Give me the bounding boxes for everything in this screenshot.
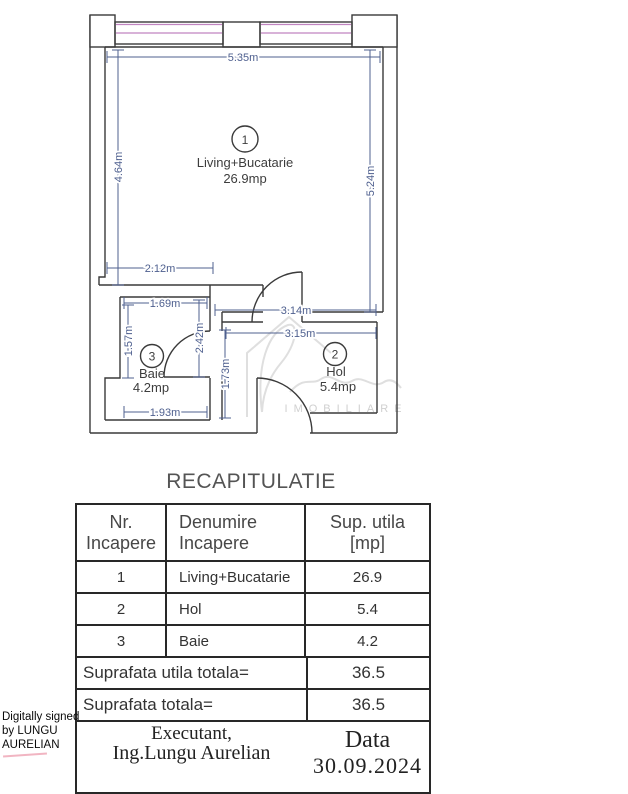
signature-stroke (3, 752, 47, 757)
wall-living-bottom (99, 285, 263, 297)
header-line: Incapere (179, 532, 250, 553)
dim-baie-bottom: 1.93m (149, 407, 181, 419)
header-sup-utila (304, 505, 429, 560)
total-value: 36.5 (306, 658, 429, 688)
recap-title: RECAPITULATIE (166, 470, 336, 493)
data-block (306, 722, 429, 777)
signature-line: by LUNGU (2, 724, 58, 737)
cell-nr: 1 (116, 568, 126, 586)
room-name: Hol (326, 364, 346, 379)
room-area: 26.9mp (223, 171, 267, 186)
dim-living-bottom: 2.12m (144, 263, 176, 275)
header-nr-incapere (77, 505, 165, 560)
dim-baie-right: 2.42m (194, 322, 206, 354)
pier-top-left (90, 15, 115, 47)
wall-baie-left (105, 297, 120, 420)
room-name: Baie (138, 366, 166, 381)
executant-block (77, 722, 306, 763)
window-left-glass (116, 25, 222, 34)
total-label: Suprafata totala= (83, 695, 213, 714)
dim-hol-top-upper: 3.14m (280, 305, 312, 317)
pier-top-middle (223, 22, 260, 47)
room-label-baie (133, 345, 169, 396)
total-row (77, 688, 429, 720)
room-number: 3 (148, 349, 156, 364)
room-number: 2 (331, 347, 339, 362)
cell-area: 26.9 (304, 562, 429, 592)
room-label-hol (320, 343, 356, 395)
header-line: Sup. utila (329, 511, 406, 532)
executant-label: Executant, (151, 723, 232, 744)
header-denumire-incapere (165, 505, 304, 560)
dim-hol-top-lower: 3.15m (284, 328, 316, 340)
total-label: Suprafata utila totala= (83, 663, 249, 682)
data-label: Data (344, 727, 391, 753)
room-name: Living+Bucatarie (196, 155, 294, 170)
table-header-row (77, 505, 429, 560)
cell-name: Hol (165, 594, 304, 624)
walls (90, 15, 397, 433)
header-line: Nr. (109, 511, 133, 532)
total-utila-row (77, 656, 429, 688)
room-label-living (197, 126, 293, 186)
cell-name: Living+Bucatarie (165, 562, 304, 592)
dim-left-height: 4.64m (113, 151, 125, 183)
dim-baie-top: 1.69m (149, 298, 181, 310)
data-value: 30.09.2024 (313, 753, 422, 778)
total-value: 36.5 (306, 690, 429, 720)
table-row (77, 624, 429, 656)
cell-nr: 3 (116, 632, 126, 650)
cell-area: 4.2 (304, 626, 429, 656)
room-number: 1 (241, 133, 249, 147)
footer-row (77, 720, 429, 792)
digital-signature-note (2, 711, 79, 752)
cell-nr: 2 (116, 600, 126, 618)
cell-name: Baie (165, 626, 304, 656)
executant-name: Ing.Lungu Aurelian (112, 742, 271, 764)
watermark-text: IMOBILIARE (284, 403, 408, 415)
recap-table (75, 503, 431, 794)
dim-baie-left: 1.57m (123, 325, 135, 357)
header-line: Denumire (179, 511, 258, 532)
pier-top-right (352, 15, 397, 47)
header-line: [mp] (349, 532, 385, 553)
dim-hol-left: 1.73m (220, 358, 232, 390)
wall-inner-left (99, 47, 105, 285)
window-right-glass (261, 25, 351, 34)
header-line: Incapere (85, 532, 157, 553)
signature-line: Digitally signed (2, 711, 80, 723)
dim-top-width: 5.35m (227, 52, 259, 64)
table-row (77, 592, 429, 624)
room-area: 4.2mp (132, 380, 170, 395)
signature-line: AURELIAN (2, 738, 60, 751)
table-row (77, 560, 429, 592)
dim-right-height: 5.24m (365, 165, 377, 197)
cell-area: 5.4 (304, 594, 429, 624)
room-area: 5.4mp (319, 379, 357, 394)
